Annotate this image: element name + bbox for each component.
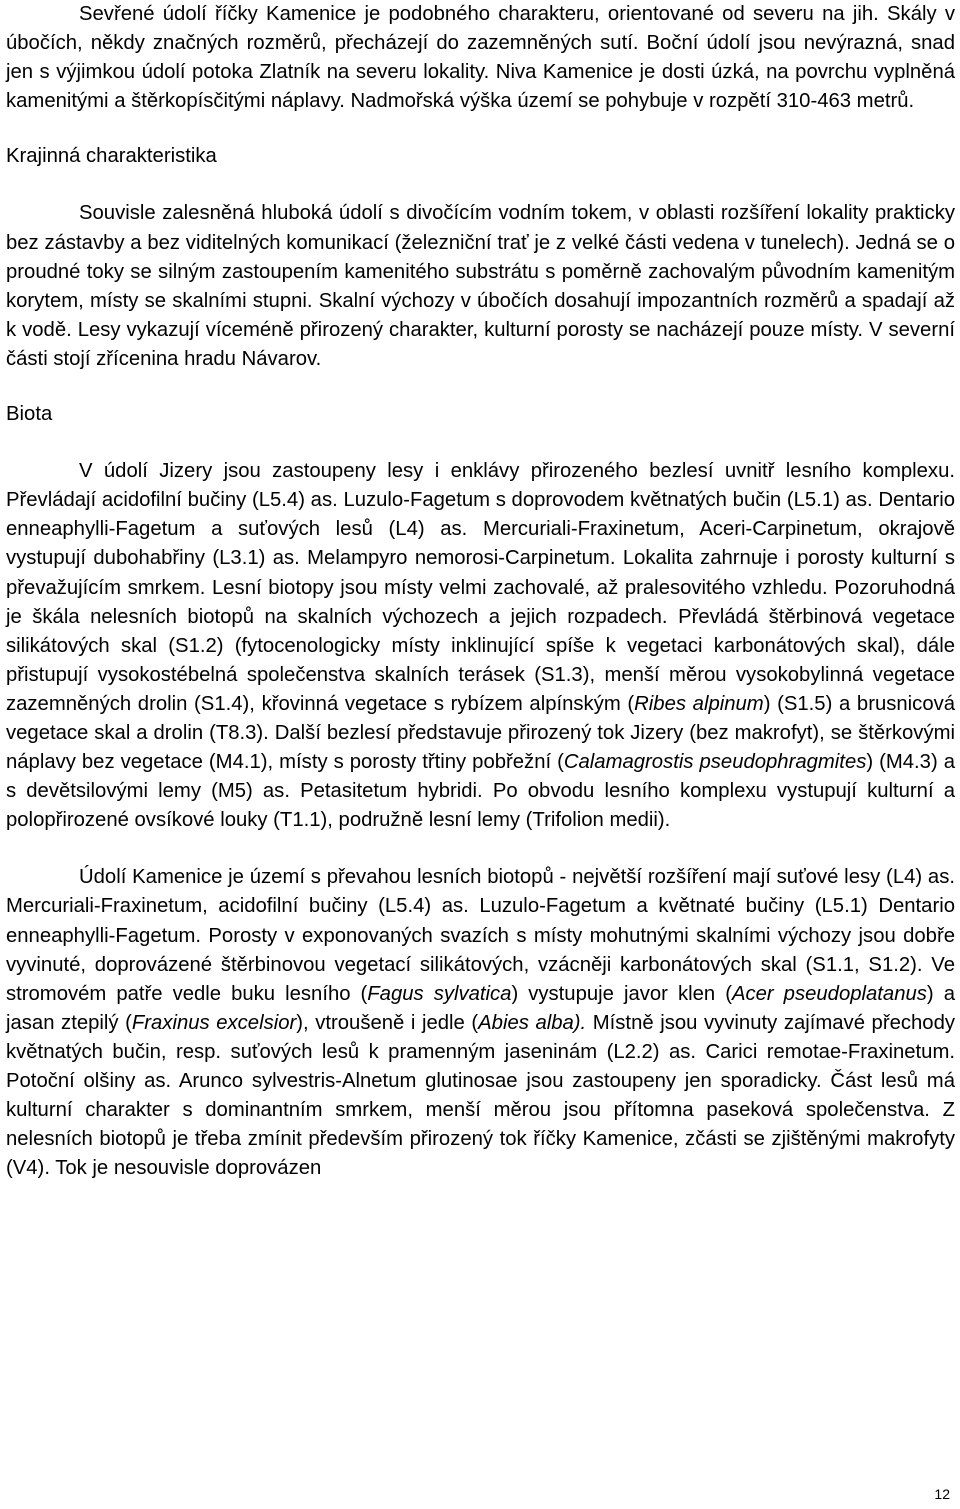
kamenice-text-5: Místně jsou vyvinuty zajímavé přechody květnatých bučin, resp. suťových lesů k pramenným jaseninám (L2.2) as. Carici remotae-Fraxinetum. Potoční olšiny as. Arunco sylvestris-Alnetum glutinosae jsou zastoupeny jen sporadicky. Část lesů má kulturní charakter s dominantním smrkem, menší měrou jsou přítomna paseková společenstva. Z nelesních biotopů je třeba zmínit především přirozený tok říčky Kamenice, zčásti se zjištěnými makrofyty (V4). Tok je nesouvisle doprovázen (6, 1011, 955, 1180)
biota-text-3: ) (M4.3) a s devětsilovými lemy (M5) as. Petasitetum hybridi. Po obvodu lesního komplexu vystupují kulturní a polopřirozené ovsíkové louky (T1.1), podružně lesní lemy (Trifolion medii). (6, 751, 955, 832)
species-name-fagus: Fagus sylvatica (367, 982, 512, 1005)
species-name-abies: Abies alba). (478, 1011, 587, 1034)
species-name-acer: Acer pseudoplatanus (731, 982, 927, 1005)
kamenice-text-2: ) vystupuje javor klen ( (511, 982, 732, 1005)
kamenice-text-4: ), vtroušeně i jedle ( (296, 1011, 479, 1034)
section-heading-landscape: Krajinná charakteristika (6, 145, 217, 168)
kamenice-paragraph (6, 863, 955, 1183)
biota-text-2: ) (S1.5) a brusnicová vegetace skal a drolin (T8.3). Další bezlesí představuje přirozený tok Jizery (bez makrofyt), se štěrkovými náplavy bez vegetace (M4.1), místy s porosty třtiny pobřežní ( (6, 692, 956, 774)
species-name-ribes: Ribes alpinum (634, 692, 764, 715)
section-heading-biota: Biota (6, 403, 53, 426)
biota-paragraph (6, 457, 955, 835)
species-name-fraxinus: Fraxinus excelsior (131, 1011, 297, 1034)
page-content (6, 0, 955, 1183)
biota-text-1: V údolí Jizery jsou zastoupeny lesy i enklávy přirozeného bezlesí uvnitř lesního komplexu. Převládají acidofilní bučiny (L5.4) as. Luzulo-Fagetum s doprovodem květnatých bučin (L5.1) as. Dentario enneaphylli-Fagetum a suťových lesů (L4) as. Mercuriali-Fraxinetum, Aceri-Carpinetum, okrajově vystupují dubohabřiny (L3.1) as. Melampyro nemorosi-Carpinetum. Lokalita zahrnuje i porosty kulturní s převažujícím smrkem. Lesní biotopy jsou místy velmi zachovalé, až pralesovitého vzhledu. Pozoruhodná je škála nelesních biotopů na skalních výchozech a jejich rozpadech. Převládá štěrbinová vegetace silikátových skal (S1.2) (fytocenologicky místy inklinující spíše k vegetaci karbonátových skal), dále přistupují vysokostébelná společenstva skalních terásek (S1.3), menší měrou vysokobylinná vegetace zazemněných drolin (S1.4), křovinná vegetace s rybízem alpínským ( (6, 460, 955, 715)
species-name-calamagrostis: Calamagrostis pseudophragmites (563, 751, 867, 774)
landscape-paragraph: Souvisle zalesněná hluboká údolí s divočícím vodním tokem, v oblasti rozšíření lokality prakticky bez zástavby a bez viditelných komunikací (železniční trať je z velké části vedena v tunelech). Jedná se o proudné toky se silným zastoupením kamenitého substrátu s poměrně zachovalým původním kamenitým korytem, místy se skalními stupni. Skalní výchozy v úbočích dosahují impozantních rozměrů a spadají až k vodě. Lesy vykazují víceméně přirozený charakter, kulturní porosty se nacházejí pouze místy. V severní části stojí zřícenina hradu Návarov. (6, 202, 955, 370)
kamenice-text-1: Údolí Kamenice je území s převahou lesních biotopů - největší rozšíření mají suťové lesy (L4) as. Mercuriali-Fraxinetum, acidofilní bučiny (L5.4) as. Luzulo-Fagetum a květnaté bučiny (L5.1) Dentario enneaphylli-Fagetum. Porosty v exponovaných svazích s místy mohutnými skalními výchozy jsou dobře vyvinuté, doprovázené štěrbinovou vegetací silikátových, vzácněji karbonátových skal (S1.1, S1.2). Ve stromovém patře vedle buku lesního ( (6, 866, 955, 1005)
kamenice-text-3: ) a jasan ztepilý ( (6, 982, 955, 1034)
intro-paragraph: Sevřené údolí říčky Kamenice je podobného charakteru, orientované od severu na jih. Skály v úbočích, někdy značných rozměrů, přecházejí do zazemněných sutí. Boční údolí jsou nevýrazná, snad jen s výjimkou údolí potoka Zlatník na severu lokality. Niva Kamenice je dosti úzká, na povrchu vyplněná kamenitými a štěrkopísčitými náplavy. Nadmořská výška území se pohybuje v rozpětí 310-463 metrů. (6, 3, 955, 113)
page-number: 12 (934, 1486, 950, 1502)
